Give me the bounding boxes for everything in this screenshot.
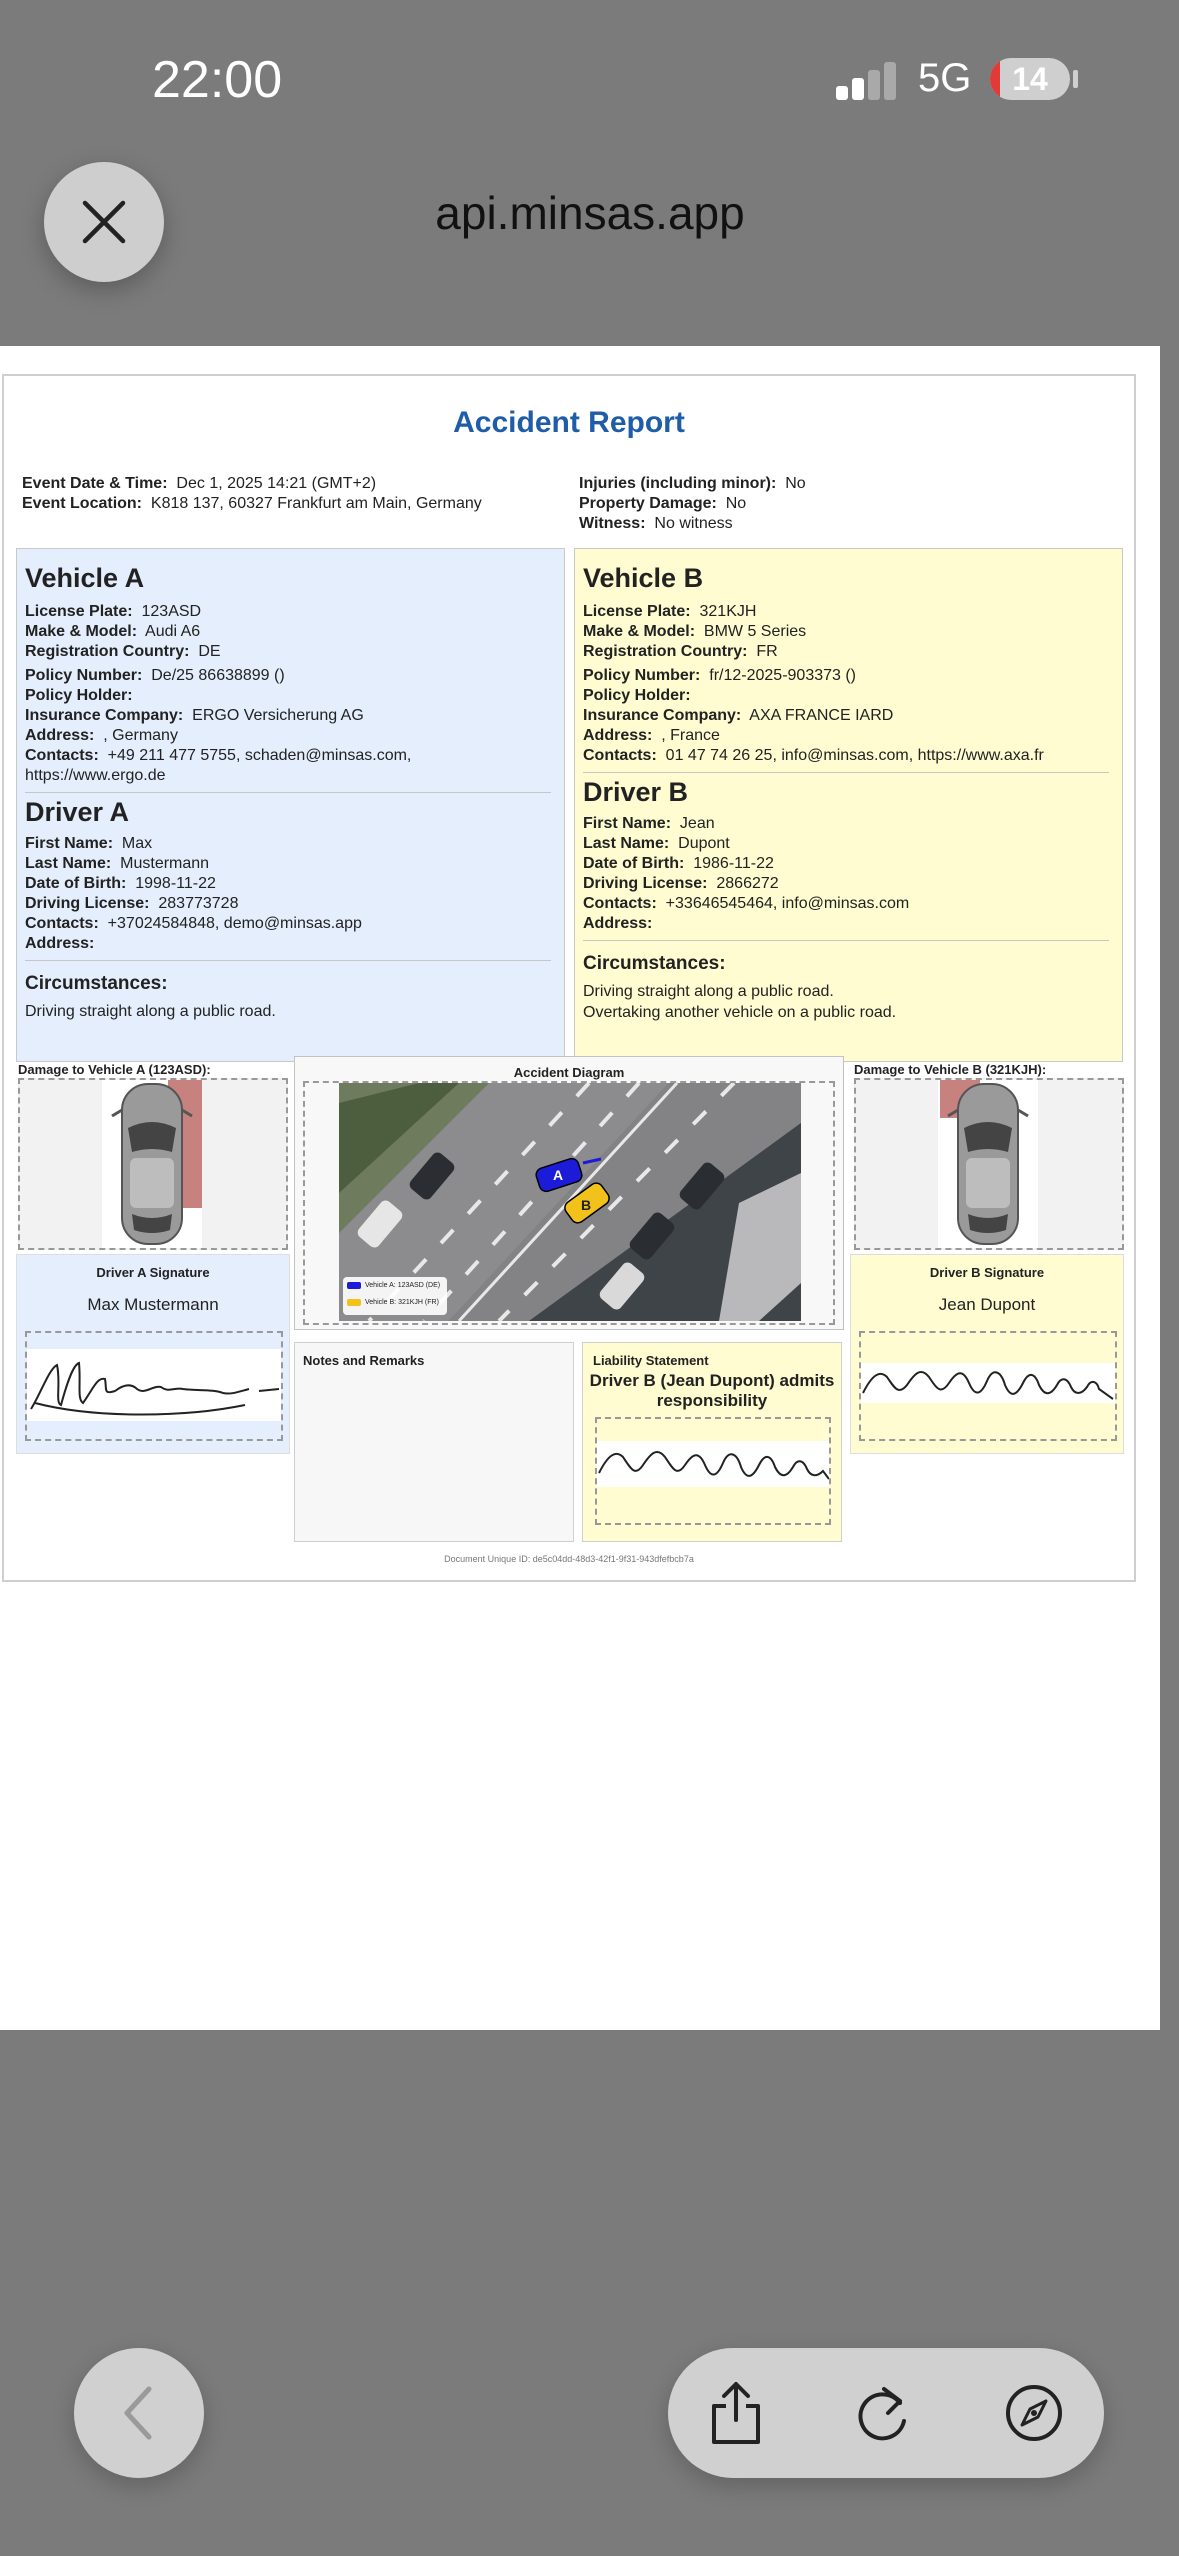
notes-heading: Notes and Remarks [303, 1353, 425, 1368]
insurer-label: Insurance Company: [583, 707, 742, 724]
status-time: 22:00 [152, 51, 283, 109]
vehicle-b-heading: Vehicle B [583, 563, 704, 593]
back-button[interactable] [74, 2348, 204, 2478]
vehicle-a-insurer: ERGO Versicherung AG [192, 707, 364, 724]
reload-button[interactable] [844, 2373, 924, 2453]
signature-pad [859, 1331, 1117, 1441]
event-summary [579, 474, 1119, 534]
url-label[interactable]: api.minsas.app [435, 187, 745, 239]
address-label: Address: [583, 727, 653, 744]
driver-a-signature [16, 1254, 290, 1454]
vehicle-a-heading: Vehicle A [25, 563, 145, 593]
circumstance-item: Driving straight along a public road. [25, 1003, 276, 1020]
vehicle-a-panel [16, 548, 565, 1062]
driver-a-first: Max [121, 835, 153, 852]
country-label: Registration Country: [583, 643, 748, 660]
property-label: Property Damage: [579, 495, 717, 512]
accident-report [2, 374, 1136, 1582]
make-label: Make & Model: [583, 623, 696, 640]
vehicle-a-policy: De/25 86638899 () [151, 667, 285, 684]
signature-pad [25, 1331, 283, 1441]
battery-level: 14 [1012, 61, 1048, 97]
injuries-value: No [785, 475, 806, 492]
diagram-title: Accident Diagram [513, 1065, 625, 1080]
aerial-map [339, 1083, 801, 1321]
event-date: Dec 1, 2025 14:21 (GMT+2) [176, 475, 377, 492]
vehicle-a-make: Audi A6 [145, 623, 201, 640]
driver-contacts-label: Contacts: [25, 915, 99, 932]
signature-name: Jean Dupont [938, 1295, 1036, 1314]
status-bar [0, 0, 1179, 160]
vehicle-b-panel [574, 548, 1123, 1062]
holder-label: Policy Holder: [583, 687, 691, 704]
dob-label: Date of Birth: [583, 855, 685, 872]
handwritten-signature [597, 1419, 829, 1523]
signature-pad [595, 1417, 831, 1525]
share-icon [706, 2378, 766, 2448]
handwritten-signature [861, 1333, 1115, 1439]
last-name-label: Last Name: [583, 835, 670, 852]
injuries-label: Injuries (including minor): [579, 475, 777, 492]
first-name-label: First Name: [583, 815, 672, 832]
address-label: Address: [25, 727, 95, 744]
legend-vehicle-a: Vehicle A: 123ASD (DE) [365, 1282, 441, 1289]
driver-b-first: Jean [679, 815, 715, 832]
damage-a-label: Damage to Vehicle A (123ASD): [18, 1062, 211, 1077]
driver-address-label: Address: [583, 915, 653, 932]
diagram-frame [303, 1081, 835, 1325]
circumstances-heading: Circumstances: [25, 973, 168, 994]
vehicle-b-policy: fr/12-2025-903373 () [709, 667, 857, 684]
liability-heading: Liability Statement [593, 1353, 709, 1368]
signal-icon [836, 62, 898, 100]
vehicle-b-contacts: 01 47 74 26 25, info@minsas.com, https://www.axa.fr [665, 747, 1044, 764]
event-location: K818 137, 60327 Frankfurt am Main, Germany [150, 495, 482, 512]
vehicle-a-contacts-2: https://www.ergo.de [25, 767, 166, 784]
liability-statement [582, 1342, 842, 1542]
notes-box [294, 1342, 574, 1542]
battery-tip [1073, 70, 1078, 88]
vehicle-a-address: , Germany [103, 727, 178, 744]
driver-a-dob: 1998-11-22 [135, 875, 216, 892]
damage-b-label: Damage to Vehicle B (321KJH): [854, 1062, 1047, 1077]
damage-a-diagram [18, 1078, 288, 1250]
policy-label: Policy Number: [25, 667, 143, 684]
network-type: 5G [918, 56, 972, 100]
diagram-legend [343, 1277, 447, 1315]
driver-a-contacts: +37024584848, demo@minsas.app [107, 915, 362, 932]
reload-icon [854, 2381, 914, 2445]
contacts-label: Contacts: [583, 747, 657, 764]
car-top-view-icon [856, 1080, 1122, 1248]
make-label: Make & Model: [25, 623, 138, 640]
vehicle-b-address: , France [661, 727, 720, 744]
document-id: Document Unique ID: de5c04dd-48d3-42f1-9f31-943dfefbcb7a [444, 1554, 694, 1564]
plate-label: License Plate: [25, 603, 133, 620]
policy-label: Policy Number: [583, 667, 701, 684]
signature-heading: Driver B Signature [929, 1265, 1045, 1280]
pdf-page [0, 346, 1160, 2030]
open-in-safari-button[interactable] [994, 2373, 1074, 2453]
close-button[interactable] [44, 162, 164, 282]
vehicle-a-plate: 123ASD [141, 603, 202, 620]
contacts-label: Contacts: [25, 747, 99, 764]
driver-a-last: Mustermann [120, 855, 210, 872]
vehicle-b-plate: 321KJH [699, 603, 757, 620]
property-value: No [725, 495, 747, 512]
driver-a-license: 283773728 [158, 895, 239, 912]
car-top-view-icon [20, 1080, 286, 1248]
driver-a-heading: Driver A [25, 797, 130, 827]
circumstances-heading: Circumstances: [583, 953, 726, 974]
witness-value: No witness [654, 515, 733, 532]
share-button[interactable] [696, 2373, 776, 2453]
country-label: Registration Country: [25, 643, 190, 660]
witness-label: Witness: [579, 515, 646, 532]
circumstance-item: Driving straight along a public road. [583, 983, 834, 1000]
vehicle-b-make: BMW 5 Series [703, 623, 807, 640]
driver-address-label: Address: [25, 935, 95, 952]
browser-toolbar [668, 2348, 1104, 2478]
vehicle-a-contacts: +49 211 477 5755, schaden@minsas.com, [107, 747, 412, 764]
vehicle-b-country: FR [756, 643, 778, 660]
insurer-label: Insurance Company: [25, 707, 184, 724]
vehicle-b-label: B [581, 1197, 592, 1213]
vehicle-a-label: A [553, 1167, 564, 1183]
event-location-label: Event Location: [22, 495, 143, 512]
signature-name: Max Mustermann [87, 1295, 219, 1314]
circumstance-item: Overtaking another vehicle on a public road. [583, 1004, 897, 1021]
liability-text: Driver B (Jean Dupont) admits responsibility [589, 1371, 835, 1410]
last-name-label: Last Name: [25, 855, 112, 872]
driver-b-dob: 1986-11-22 [693, 855, 774, 872]
driver-b-contacts: +33646545464, info@minsas.com [665, 895, 910, 912]
event-date-label: Event Date & Time: [22, 475, 168, 492]
license-label: Driving License: [25, 895, 150, 912]
plate-label: License Plate: [583, 603, 691, 620]
damage-b-diagram [854, 1078, 1124, 1250]
driver-b-license: 2866272 [716, 875, 779, 892]
vehicle-a-country: DE [198, 643, 221, 660]
handwritten-signature [27, 1333, 281, 1439]
dob-label: Date of Birth: [25, 875, 127, 892]
driver-b-heading: Driver B [583, 777, 689, 807]
first-name-label: First Name: [25, 835, 114, 852]
driver-b-last: Dupont [678, 835, 730, 852]
accident-diagram [294, 1056, 844, 1330]
close-icon [79, 197, 129, 247]
chevron-left-icon [119, 2383, 159, 2443]
license-label: Driving License: [583, 875, 708, 892]
driver-b-signature [850, 1254, 1124, 1454]
compass-icon [1002, 2381, 1066, 2445]
legend-vehicle-b: Vehicle B: 321KJH (FR) [365, 1299, 439, 1306]
driver-contacts-label: Contacts: [583, 895, 657, 912]
battery-icon [990, 58, 1070, 100]
report-title: Accident Report [453, 406, 685, 439]
event-info [22, 474, 562, 514]
vehicle-b-insurer: AXA FRANCE IARD [749, 707, 894, 724]
signature-heading: Driver A Signature [96, 1265, 210, 1280]
holder-label: Policy Holder: [25, 687, 133, 704]
